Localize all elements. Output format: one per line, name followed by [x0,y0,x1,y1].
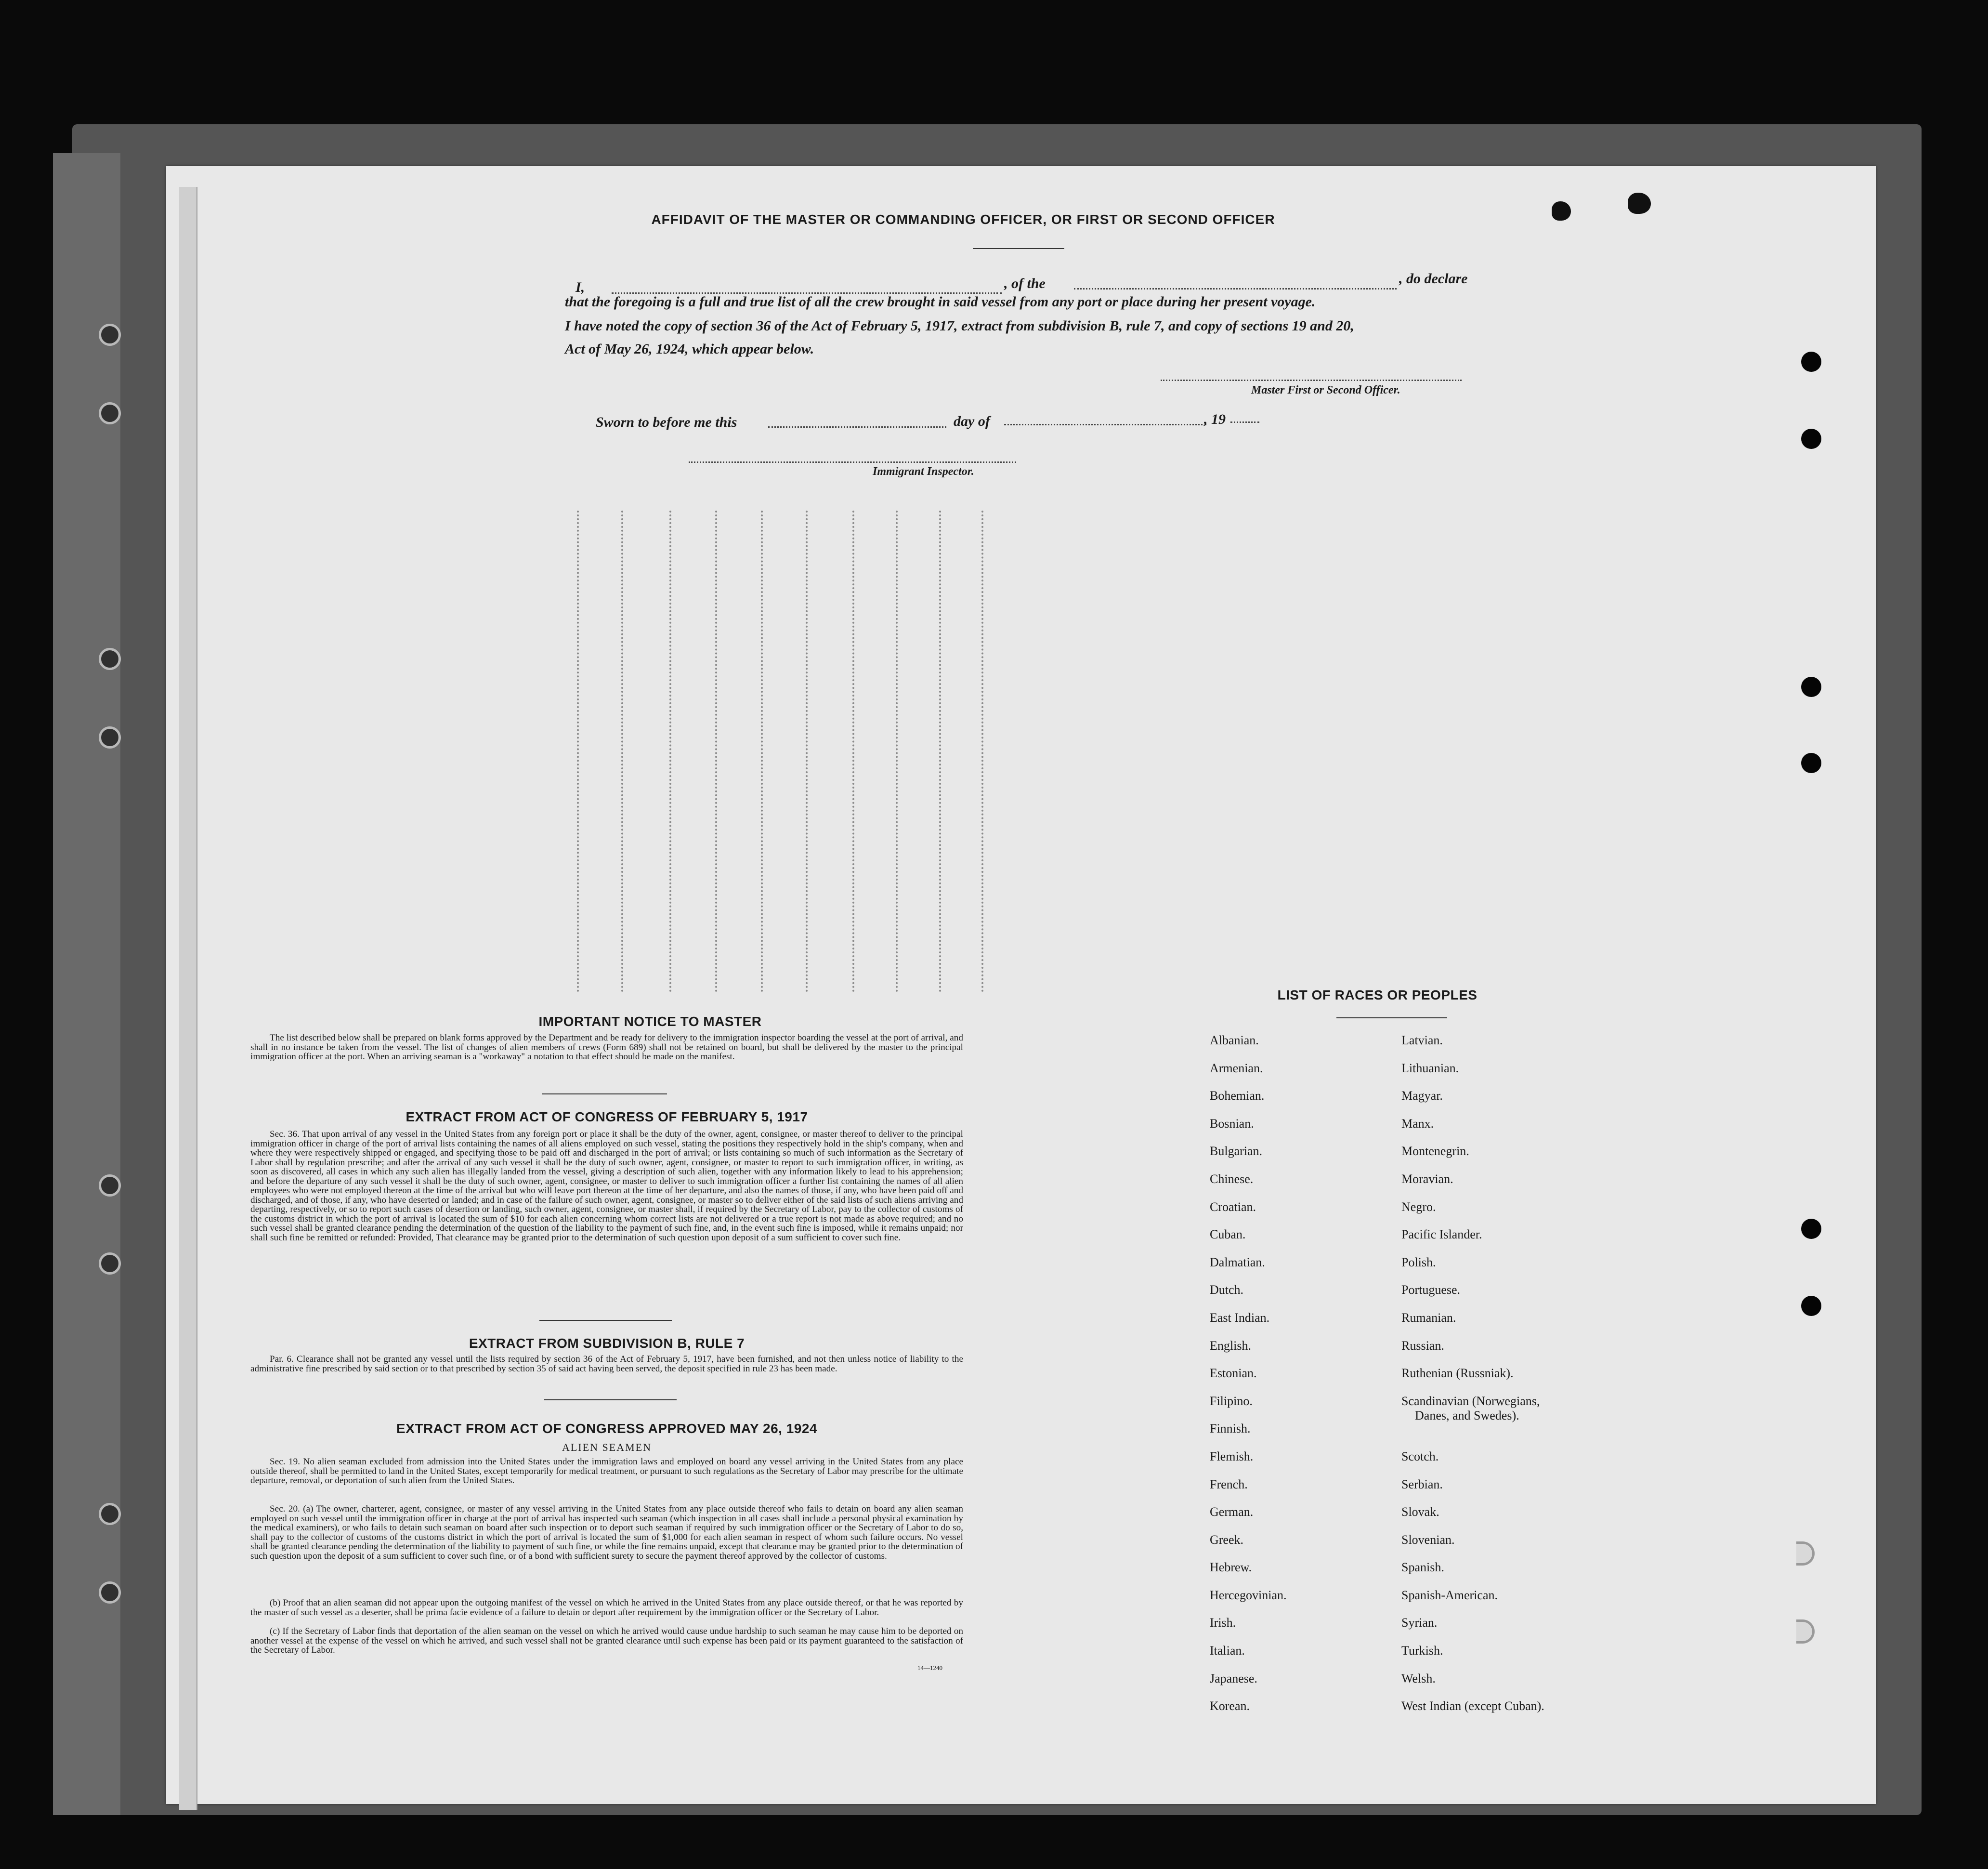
race-item: Bohemian. [1210,1089,1265,1103]
race-item: West Indian (except Cuban). [1401,1699,1544,1713]
ruling-column [806,511,808,992]
punch-hole [1801,1296,1821,1316]
sworn-label: Sworn to before me this [596,414,737,430]
ink-blot [1552,201,1571,221]
sworn-day-field[interactable] [768,426,946,428]
race-item: Ruthenian (Russniak). [1401,1366,1514,1381]
vessel-name-field[interactable] [1074,288,1397,290]
sec-20a-body: Sec. 20. (a) The owner, charterer, agent, consignee, or master of any vessel arriving in the United States from any place outside thereof who fails to detain on board any alien seaman employed on such vessel until the immigration officer in charge at the port of arrival has inspected such seaman (which inspection in all cases shall include a personal physical examination by the medical examiners), or who fails to detain such seaman on board after such inspection or to deport such seaman if required by such immigration officer or the Secretary of Labor to do so, shall pay to the collector of customs of the customs district in which the port of arrival is located the sum of $1,000 for each alien seaman in respect of whom such failure occurs. No vessel shall be granted clearance pending the determination of the liability to payment of such fine, or while the fine remains unpaid, except that clearance may be granted prior to the determination of such question upon the deposit of a sum sufficient to cover such fine, or of a bond with sufficient surety to secure the payment thereof approved by the collector of customs. [250,1504,963,1561]
race-item: Manx. [1401,1116,1434,1131]
race-item: Turkish. [1401,1644,1443,1658]
extract-1917-heading: EXTRACT FROM ACT OF CONGRESS OF FEBRUARY 5, 1917 [405,1109,808,1124]
race-item: Portuguese. [1401,1283,1461,1297]
race-item: German. [1210,1505,1254,1519]
race-item: Bosnian. [1210,1116,1254,1131]
rule-7-body: Par. 6. Clearance shall not be granted any vessel until the lists required by section 36 of the Act of February 5, 1917, have been furnished, and not then unless notice of liability to the administrative fine prescribed by said section or to that prescribed by section 35 of said act having been served, the deposit specified in rule 23 has been made. [250,1354,963,1374]
sec-20c-body: (c) If the Secretary of Labor finds that deportation of the alien seaman on the vessel on which he arrived would cause undue hardship to such seaman he may cause him to be deported on another vessel at the expense of the vessel on which he arrived, and such vessel shall not be granted clearance until such expense has been paid or its payment guaranteed to the satisfaction of the Secretary of Labor. [250,1626,963,1655]
affidavit-line-2: that the foregoing is a full and true list of all the crew brought in said vessel from any port or place during her present voyage. [565,294,1316,310]
race-item: Polish. [1401,1255,1436,1269]
race-item: Russian. [1401,1338,1444,1353]
race-item: Pacific Islander. [1401,1227,1482,1242]
binder-ring-hole [99,1252,121,1275]
race-item: Negro. [1401,1199,1436,1214]
affidavit-declare-label: , do declare [1399,271,1468,287]
notice-body: The list described below shall be prepared on blank forms approved by the Department and be ready for delivery to the immigration inspector boarding the vessel at the port of arrival, and shall in no instance be taken from the vessel. The list of changes of alien members of crews (Form 689) shall not be retained on board, but shall be delivered by the master to the principal immigration officer at the port. When an arriving seaman is a "workaway" a notation to that effect should be made on the manifest. [250,1033,963,1062]
rule-7-heading: EXTRACT FROM SUBDIVISION B, RULE 7 [469,1336,745,1351]
year-prefix-label: , 19 [1204,411,1226,427]
title-underline [973,248,1064,249]
race-item: Hercegovinian. [1210,1588,1287,1602]
binder-ring-hole [99,324,121,346]
race-item: Filipino. [1210,1394,1253,1408]
race-item: Finnish. [1210,1421,1251,1436]
master-signature-label: Master First or Second Officer. [1251,384,1400,396]
section-divider [539,1320,672,1321]
ruling-column [761,511,763,992]
sec-20b-body: (b) Proof that an alien seaman did not appear upon the outgoing manifest of the vessel on which he arrived in the United States from any place outside thereof, or that he was reported by the master of such vessel as a deserter, shall be prima facie evidence of a failure to detain or deport after requirement by the immigration officer or the Secretary of Labor. [250,1598,963,1618]
race-item: Slovak. [1401,1505,1439,1519]
race-item: French. [1210,1477,1248,1491]
race-item: Dalmatian. [1210,1255,1265,1269]
race-item [1401,1408,1544,1449]
race-item: Spanish. [1401,1560,1444,1575]
affidavit-of-label: , of the [1004,276,1046,291]
affidavit-i-label: I, [575,279,585,295]
binder-ring-hole [99,1174,121,1197]
race-item: Syrian. [1401,1616,1438,1630]
race-item: East Indian. [1210,1310,1270,1325]
sworn-year-field[interactable] [1230,421,1259,423]
race-item: English. [1210,1338,1251,1353]
race-item: Armenian. [1210,1061,1263,1075]
races-heading-underline [1336,1017,1447,1018]
races-left-column [1210,1033,1287,1727]
race-item: Flemish. [1210,1449,1254,1463]
ruling-column [939,511,941,992]
extract-1917-body: Sec. 36. That upon arrival of any vessel in the United States from any foreign port or place it shall be the duty of the owner, agent, consignee, or master thereof to deliver to the principal immigration officer in charge of the port of arrival lists containing the names of all aliens employed on such vessel, stating the positions they respectively hold in the ship's company, when and where they were respectively shipped or engaged, and specifying those to be paid off and discharged in the port of arrival; or lists containing so much of such information as the Secretary of Labor shall by regulation prescribe; and after the arrival of any such vessel it shall be the duty of such owner, agent, consignee, or master to report to such immigration officer, in writing, as soon as discovered, all cases in which any such alien has illegally landed from the vessel, giving a description of such alien, together with any information likely to lead to his apprehension; and before the departure of any such vessel it shall be the duty of such owner, agent, consignee, or master to deliver to such immigration officer a further list containing the names of all alien employees who were not employed thereon at the time of the arrival but who will leave port thereon at the time of her departure, and also the names of those, if any, who have been paid off and discharged, and of those, if any, who have deserted or landed; and in case of the failure of such owner, agent, consignee, or master so to deliver either of the said lists of such aliens arriving and departing, respectively, or so to report such cases of desertion or landing, such owner, agent, consignee, or master shall, if required by the Secretary of Labor, pay to the collector of customs of the customs district in which the port of arrival is located the sum of $10 for each alien concerning whom correct lists are not delivered or a true report is not made as above required; and no such vessel shall be granted clearance pending the determination of the question of the liability to the payment of such fine, and, in the event such fine is imposed, while it remains unpaid; nor shall such fine be remitted or refunded: Provided, That clearance may be granted prior to the determination of such question upon deposit of a sum sufficient to cover such fine. [250,1129,963,1243]
race-item: Bulgarian. [1210,1144,1263,1158]
day-of-label: day of [954,413,990,429]
affidavit-title: AFFIDAVIT OF THE MASTER OR COMMANDING OFFICER, OR FIRST OR SECOND OFFICER [651,212,1275,227]
race-item: Croatian. [1210,1199,1256,1214]
race-item: Albanian. [1210,1033,1259,1047]
punch-hole [1801,1219,1821,1239]
ruling-column [669,511,671,992]
race-item: Scandinavian (Norwegians, [1401,1394,1540,1408]
binder-ring-hole [99,1503,121,1525]
race-item: Chinese. [1210,1171,1254,1186]
binder-ring-hole [99,648,121,670]
race-item: Magyar. [1401,1089,1443,1103]
punch-hole [1801,352,1821,372]
inspector-signature-label: Immigrant Inspector. [873,465,974,478]
ink-blot [1628,193,1651,214]
race-item: Cuban. [1210,1227,1246,1242]
binder-ring-hole [99,1581,121,1604]
extract-1924-heading: EXTRACT FROM ACT OF CONGRESS APPROVED MAY 26, 1924 [396,1421,817,1436]
races-heading: LIST OF RACES OR PEOPLES [1277,987,1478,1002]
master-signature-field[interactable] [1161,380,1462,381]
section-divider [542,1093,667,1094]
race-item: Latvian. [1401,1033,1443,1047]
punch-hole [1801,753,1821,773]
race-item: Slovenian. [1401,1532,1455,1547]
race-item: Lithuanian. [1401,1061,1459,1075]
race-item: Greek. [1210,1532,1244,1547]
race-item: Estonian. [1210,1366,1257,1381]
races-right-column [1401,1033,1544,1727]
race-item: Montenegrin. [1401,1144,1469,1158]
punch-hole [1801,429,1821,449]
race-item: Scotch. [1401,1449,1439,1463]
inspector-signature-field[interactable] [689,461,1016,463]
race-item: Spanish-American. [1401,1588,1498,1602]
race-item: Italian. [1210,1644,1245,1658]
race-item: Rumanian. [1401,1310,1456,1325]
race-item: Welsh. [1401,1671,1436,1685]
race-item: Serbian. [1401,1477,1443,1491]
ruling-column [577,511,579,992]
race-item-continuation: Danes, and Swedes). [1415,1408,1519,1422]
ruling-column [621,511,623,992]
form-code: 14—1240 [917,1664,942,1672]
binder-ring-hole [99,402,121,424]
alien-seamen-subheading: ALIEN SEAMEN [562,1441,652,1453]
race-item: Hebrew. [1210,1560,1252,1575]
ruling-column [981,511,983,992]
affidavit-line-3: I have noted the copy of section 36 of the Act of February 5, 1917, extract from subdivision B, rule 7, and copy of sections 19 and 20, [565,318,1354,334]
race-item: Korean. [1210,1699,1250,1713]
punch-hole [1801,677,1821,697]
race-item: Dutch. [1210,1283,1244,1297]
ruling-column [852,511,854,992]
section-divider [544,1399,677,1400]
ruling-column [715,511,717,992]
ruling-column [896,511,898,992]
page-stack-edge [179,187,197,1810]
sworn-month-field[interactable] [1004,424,1206,425]
race-item: Moravian. [1401,1171,1453,1186]
notice-heading: IMPORTANT NOTICE TO MASTER [538,1014,762,1029]
binder-ring-hole [99,726,121,749]
race-item: Japanese. [1210,1671,1257,1685]
sec-19-body: Sec. 19. No alien seaman excluded from admission into the United States under the immigration laws and employed on board any vessel arriving in the United States from any place outside thereof, shall be permitted to land in the United States, except temporarily for medical treatment, or pursuant to such regulations as the Secretary of Labor may prescribe for the ultimate departure, removal, or deportation of such alien from the United States. [250,1457,963,1486]
affidavit-line-4: Act of May 26, 1924, which appear below. [565,341,814,357]
race-item: Irish. [1210,1616,1236,1630]
